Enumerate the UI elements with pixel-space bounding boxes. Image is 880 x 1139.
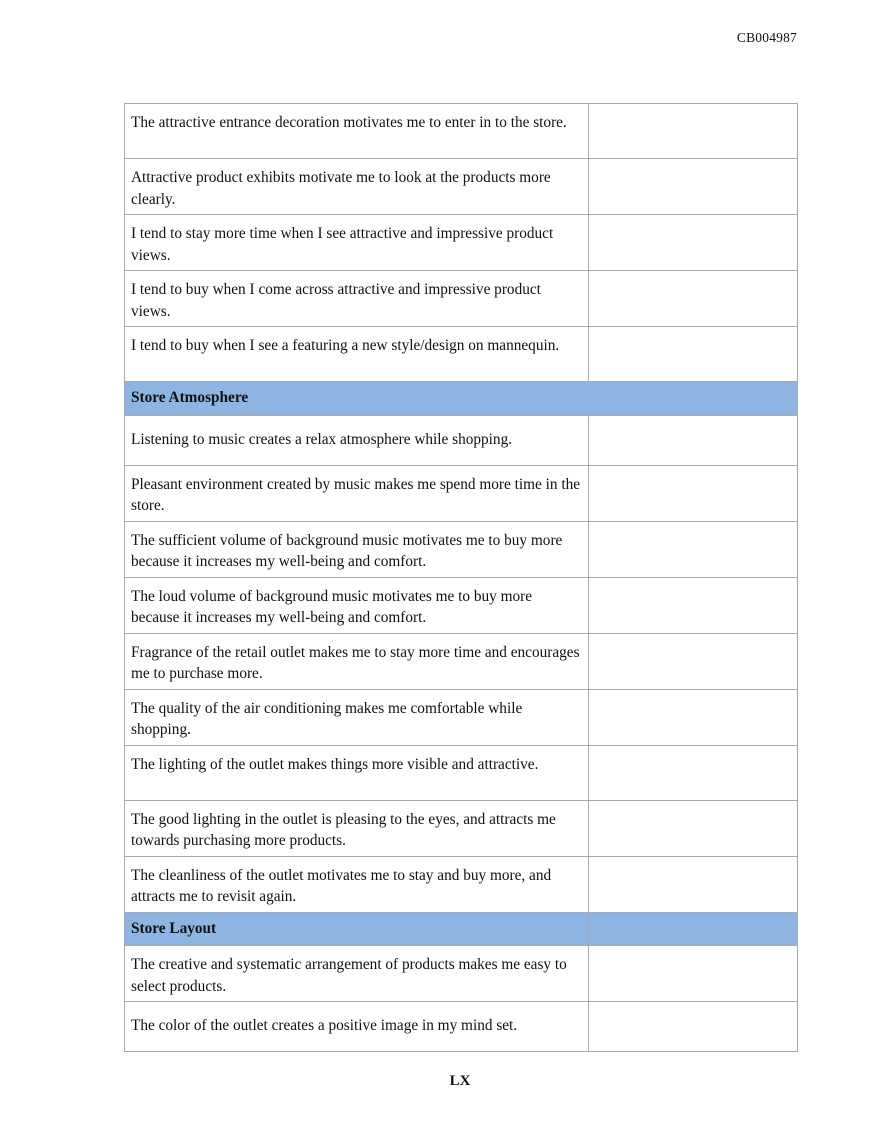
response-cell	[589, 633, 798, 689]
section-title-store-layout: Store Layout	[125, 912, 589, 946]
table-row	[125, 327, 798, 382]
section-header-spacer	[589, 382, 798, 416]
response-cell	[589, 327, 798, 382]
page-number: LX	[449, 1073, 471, 1089]
statement-cell: The good lighting in the outlet is pleasing to the eyes, and attracts me towards purchasing more products.	[125, 800, 589, 856]
response-cell	[589, 1002, 798, 1052]
statement-cell: The attractive entrance decoration motivates me to enter in to the store.	[125, 104, 589, 159]
table-row	[125, 415, 798, 465]
table-row	[125, 577, 798, 633]
statement-cell: Pleasant environment created by music makes me spend more time in the store.	[125, 465, 589, 521]
response-cell	[589, 689, 798, 745]
statement-cell: The loud volume of background music motivates me to buy more because it increases my well-being and comfort.	[125, 577, 589, 633]
statement-cell: The cleanliness of the outlet motivates me to stay and buy more, and attracts me to revisit again.	[125, 856, 589, 912]
statement-cell: The quality of the air conditioning makes me comfortable while shopping.	[125, 689, 589, 745]
statement-cell: I tend to buy when I come across attractive and impressive product views.	[125, 271, 589, 327]
response-cell	[589, 159, 798, 215]
table-row	[125, 856, 798, 912]
statement-cell: Attractive product exhibits motivate me to look at the products more clearly.	[125, 159, 589, 215]
section-header-row	[125, 382, 798, 416]
table-row	[125, 745, 798, 800]
table-row	[125, 215, 798, 271]
table-row	[125, 271, 798, 327]
section-header-spacer	[589, 912, 798, 946]
response-cell	[589, 856, 798, 912]
response-cell	[589, 465, 798, 521]
table-row	[125, 689, 798, 745]
section-header-row	[125, 912, 798, 946]
table-row	[125, 104, 798, 159]
statement-cell: The color of the outlet creates a positive image in my mind set.	[125, 1002, 589, 1052]
response-cell	[589, 215, 798, 271]
document-id: CB004987	[736, 30, 797, 45]
response-cell	[589, 946, 798, 1002]
statement-cell: The sufficient volume of background music motivates me to buy more because it increases my well-being and comfort.	[125, 521, 589, 577]
table-row	[125, 633, 798, 689]
response-cell	[589, 521, 798, 577]
statement-cell: The lighting of the outlet makes things more visible and attractive.	[125, 745, 589, 800]
table-row	[125, 521, 798, 577]
statement-cell: I tend to stay more time when I see attractive and impressive product views.	[125, 215, 589, 271]
statement-cell: Fragrance of the retail outlet makes me to stay more time and encourages me to purchase more.	[125, 633, 589, 689]
table-row	[125, 465, 798, 521]
response-cell	[589, 415, 798, 465]
table-row	[125, 800, 798, 856]
response-cell	[589, 271, 798, 327]
table-row	[125, 159, 798, 215]
response-cell	[589, 577, 798, 633]
table-row	[125, 1002, 798, 1052]
response-cell	[589, 745, 798, 800]
response-cell	[589, 104, 798, 159]
statement-cell: Listening to music creates a relax atmosphere while shopping.	[125, 415, 589, 465]
response-cell	[589, 800, 798, 856]
statement-cell: The creative and systematic arrangement of products makes me easy to select products.	[125, 946, 589, 1002]
questionnaire-table	[124, 103, 798, 1052]
table-row	[125, 946, 798, 1002]
section-title-store-atmosphere: Store Atmosphere	[125, 382, 589, 416]
statement-cell: I tend to buy when I see a featuring a new style/design on mannequin.	[125, 327, 589, 382]
